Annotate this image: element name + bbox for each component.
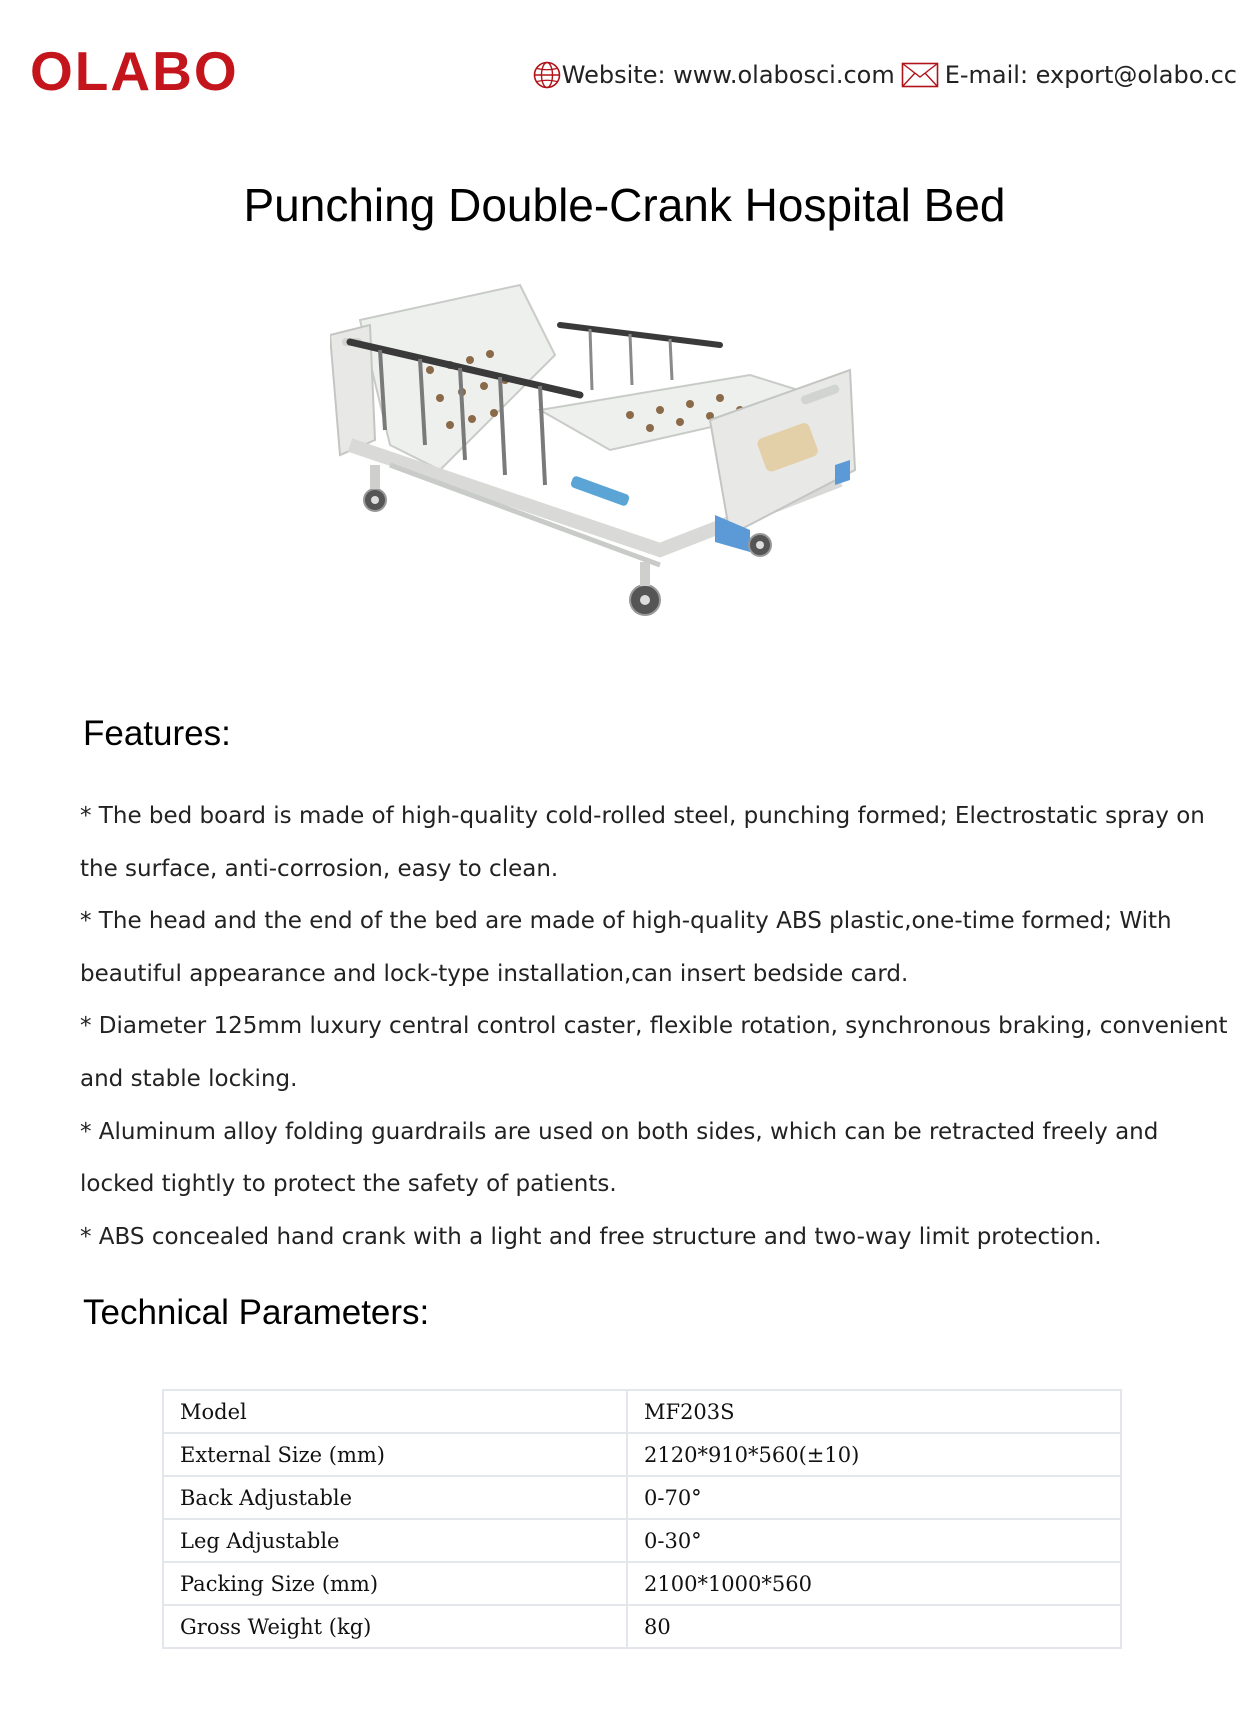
param-value: 2100*1000*560 xyxy=(627,1562,1121,1605)
table-row xyxy=(163,1605,1121,1648)
website-link[interactable]: Website: www.olabosci.com xyxy=(561,61,895,89)
param-key: Back Adjustable xyxy=(163,1476,627,1519)
feature-item: * The head and the end of the bed are made of high-quality ABS plastic,one-time formed; With beautiful appearance and lock-type installation,can insert bedside card. xyxy=(80,908,1172,987)
feature-item: * Diameter 125mm luxury central control caster, flexible rotation, synchronous braking, convenient and stable locking. xyxy=(80,1013,1228,1092)
contact-info xyxy=(532,60,1237,90)
table-row xyxy=(163,1476,1121,1519)
table-row xyxy=(163,1519,1121,1562)
page-title: Punching Double-Crank Hospital Bed xyxy=(243,179,1006,231)
feature-item: * The bed board is made of high-quality cold-rolled steel, punching formed; Electrostatic spray on the surface, anti-corrosion, easy to clean. xyxy=(80,803,1205,882)
feature-item: * ABS concealed hand crank with a light and free structure and two-way limit protection. xyxy=(80,1223,1102,1250)
param-key: Gross Weight (kg) xyxy=(163,1605,627,1648)
hospital-bed-image xyxy=(330,280,910,660)
param-value: 0-70° xyxy=(627,1476,1121,1519)
param-value: 80 xyxy=(627,1605,1121,1648)
param-key: Model xyxy=(163,1390,627,1433)
param-value: 0-30° xyxy=(627,1519,1121,1562)
features-heading: Features: xyxy=(83,714,231,753)
param-value: 2120*910*560(±10) xyxy=(627,1433,1121,1476)
table-row xyxy=(163,1562,1121,1605)
table-row xyxy=(163,1390,1121,1433)
features-list xyxy=(80,790,1235,1263)
param-key: Packing Size (mm) xyxy=(163,1562,627,1605)
param-key: Leg Adjustable xyxy=(163,1519,627,1562)
param-key: External Size (mm) xyxy=(163,1433,627,1476)
table-row xyxy=(163,1433,1121,1476)
olabo-logo: OLABO xyxy=(30,40,239,102)
feature-item: * Aluminum alloy folding guardrails are used on both sides, which can be retracted freely and locked tightly to protect the safety of patients. xyxy=(80,1118,1159,1198)
param-value: MF203S xyxy=(627,1390,1121,1433)
parameters-table xyxy=(162,1389,1122,1649)
globe-icon xyxy=(532,60,562,90)
envelope-icon xyxy=(901,62,939,88)
technical-parameters-heading: Technical Parameters: xyxy=(83,1293,430,1332)
email-link[interactable]: E-mail: export@olabo.cc xyxy=(944,61,1237,89)
